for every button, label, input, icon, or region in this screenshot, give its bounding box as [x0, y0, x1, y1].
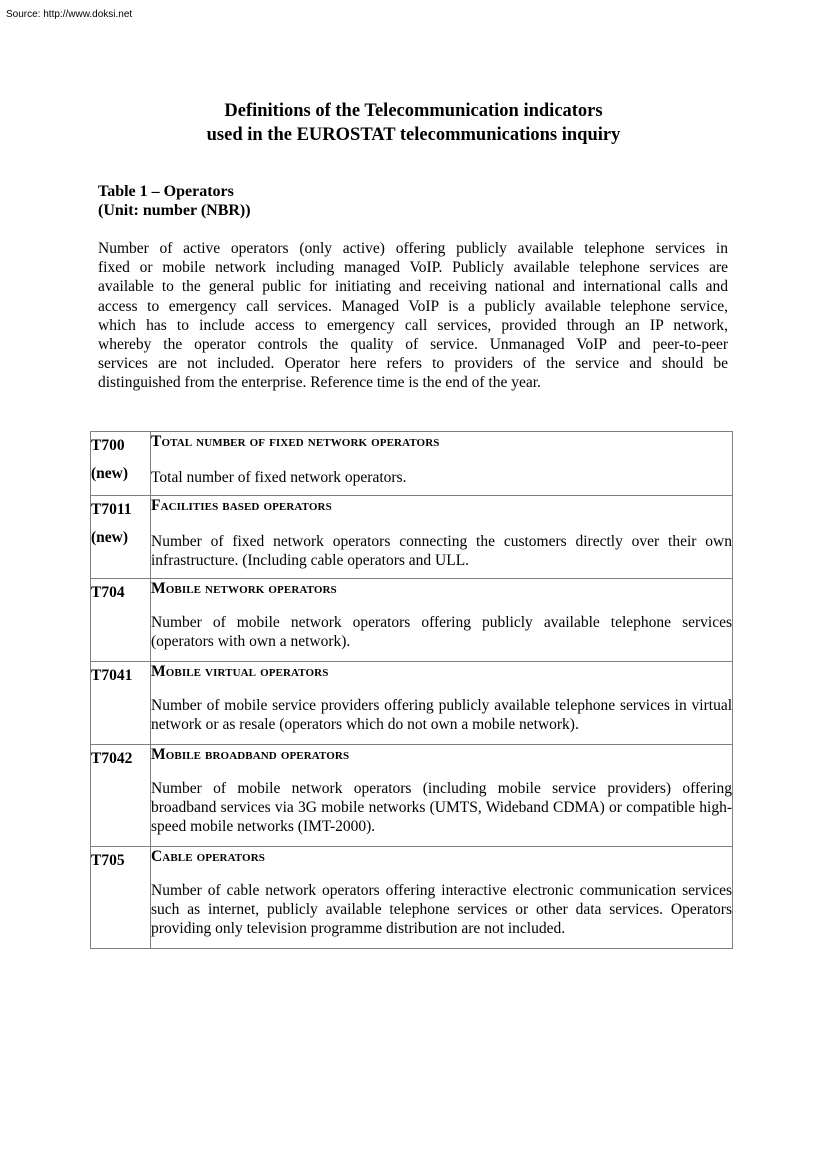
indicator-code: T7041	[91, 667, 133, 684]
table-heading-line-2: (Unit: number (NBR))	[98, 202, 251, 219]
indicator-title: Total number of fixed network operators	[151, 433, 440, 450]
indicator-description-cell	[151, 847, 733, 949]
indicator-title: Cable operators	[151, 848, 265, 865]
intro-paragraph	[98, 239, 728, 393]
table-row	[91, 496, 733, 579]
indicator-code-cell	[91, 745, 151, 847]
indicator-text: Number of mobile service providers offering publicly available telephone services in virtual network or as resale (operators which do not own a mobile network).	[151, 697, 732, 733]
indicator-code: T7011	[91, 501, 132, 518]
indicator-note: (new)	[91, 529, 129, 546]
intro-line: available to the general public for initiating and receiving national and international calls and	[98, 278, 728, 296]
indicator-description-cell	[151, 496, 733, 579]
table-heading	[98, 182, 251, 220]
indicator-text: Number of fixed network operators connecting the customers directly over their own infrastructure. (Including cable operators and ULL.	[151, 533, 732, 569]
indicator-text: Total number of fixed network operators.	[151, 469, 407, 486]
intro-line: distinguished from the enterprise. Reference time is the end of the year.	[98, 374, 541, 392]
table-row	[91, 847, 733, 949]
source-line: Source: http://www.doksi.net	[6, 9, 133, 20]
indicator-title: Mobile broadband operators	[151, 746, 350, 763]
title-line-1: Definitions of the Telecommunication indicators	[224, 101, 603, 121]
intro-line: access to emergency call services. Managed VoIP is a publicly available telephone service,	[98, 297, 728, 315]
intro-line: services are not included. Operator here refers to providers of the service and should be	[98, 355, 728, 373]
indicator-title: Mobile network operators	[151, 580, 337, 597]
indicator-code-cell	[91, 432, 151, 496]
operators-table	[90, 431, 733, 949]
indicator-note: (new)	[91, 465, 129, 482]
indicator-description-cell	[151, 579, 733, 662]
indicator-code-cell	[91, 496, 151, 579]
table-row	[91, 432, 733, 496]
indicator-code: T705	[91, 852, 125, 869]
title-line-2: used in the EUROSTAT telecommunications inquiry	[206, 125, 621, 145]
table-heading-line-1: Table 1 – Operators	[98, 183, 234, 200]
indicator-text: Number of cable network operators offering interactive electronic communication services such as internet, publicly available telephone services or other data services. Operators providing only television programme distribution are not included.	[151, 882, 732, 937]
indicator-code: T700	[91, 437, 125, 454]
indicator-code-cell	[91, 662, 151, 745]
indicator-description-cell	[151, 432, 733, 496]
indicator-text: Number of mobile network operators (including mobile service providers) offering broadband services via 3G mobile networks (UMTS, Wideband CDMA) or compatible high-speed mobile networks (IMT-2000).	[151, 780, 732, 835]
intro-line: which has to include access to emergency call services, provided through an IP network,	[98, 316, 728, 334]
indicator-description-cell	[151, 662, 733, 745]
table-row	[91, 745, 733, 847]
intro-line: fixed or mobile network including managed VoIP. Publicly available telephone services are	[98, 259, 728, 277]
intro-line: whereby the operator controls the quality of service. Unmanaged VoIP and peer-to-peer	[98, 336, 728, 354]
indicator-title: Facilities based operators	[151, 497, 332, 514]
indicator-code: T7042	[91, 750, 133, 767]
indicator-title: Mobile virtual operators	[151, 663, 329, 680]
intro-line: Number of active operators (only active) offering publicly available telephone services in	[98, 240, 728, 257]
indicator-code: T704	[91, 584, 125, 601]
indicator-code-cell	[91, 847, 151, 949]
indicator-description-cell	[151, 745, 733, 847]
table-row	[91, 662, 733, 745]
indicator-text: Number of mobile network operators offering publicly available telephone services (operators with own a network).	[151, 614, 732, 650]
indicator-code-cell	[91, 579, 151, 662]
table-row	[91, 579, 733, 662]
document-title	[0, 99, 827, 147]
